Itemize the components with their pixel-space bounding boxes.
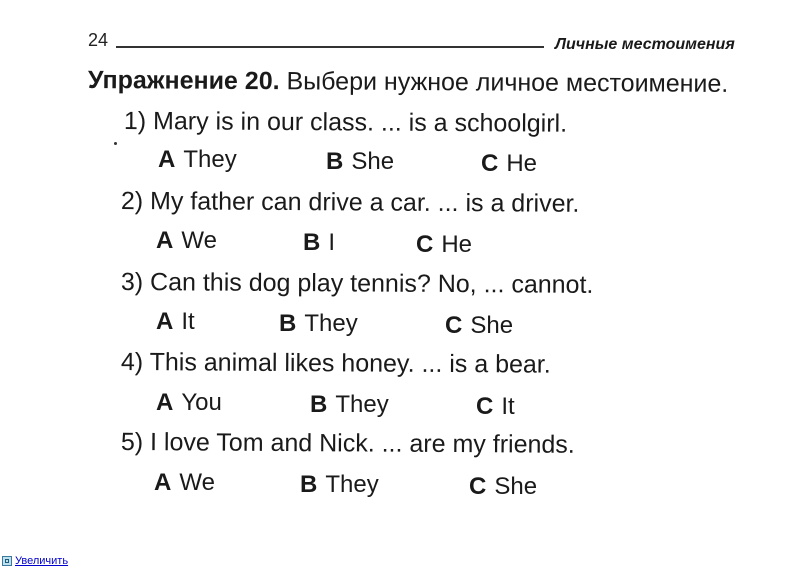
option-letter: C [469, 473, 487, 500]
option-text: You [181, 389, 222, 416]
option-3b [279, 310, 358, 338]
option-letter: A [154, 469, 172, 496]
option-text: We [181, 227, 217, 254]
option-text: He [506, 150, 538, 177]
option-5b [300, 471, 379, 499]
option-4a [156, 389, 222, 417]
option-text: She [470, 312, 514, 339]
option-2b [303, 229, 335, 257]
option-text: We [179, 469, 215, 496]
option-text: It [181, 308, 195, 335]
option-letter: A [156, 389, 174, 416]
section-title: Личные местоимения [555, 36, 735, 53]
option-letter: C [416, 231, 434, 258]
option-5c [469, 473, 537, 501]
option-letter: B [303, 229, 321, 256]
option-text: They [335, 391, 389, 418]
option-2a [156, 227, 217, 255]
option-text: She [494, 473, 538, 500]
option-1a [158, 146, 237, 174]
option-letter: C [476, 393, 494, 420]
zoom-icon[interactable] [2, 556, 12, 566]
option-text: He [441, 231, 473, 258]
question-5: 5) I love Tom and Nick. ... are my friends. [120, 428, 575, 459]
question-1: 1) Mary is in our class. ... is a schoolgirl. [123, 107, 568, 138]
option-text: It [501, 393, 515, 420]
page-number: 24 [88, 30, 109, 50]
option-2c [416, 231, 472, 259]
option-4c [476, 393, 515, 421]
option-text: I [328, 229, 336, 256]
option-letter: A [158, 146, 176, 173]
option-letter: A [156, 308, 174, 335]
option-3a [156, 308, 195, 336]
zoom-label[interactable]: Увеличить [15, 555, 69, 567]
option-text: They [304, 310, 358, 337]
option-text: They [325, 471, 379, 498]
option-letter: C [445, 312, 463, 339]
option-letter: B [310, 391, 328, 418]
option-3c [445, 312, 513, 340]
header-rule [116, 46, 544, 48]
option-text: She [351, 148, 395, 175]
option-1b [326, 148, 394, 176]
option-4b [310, 391, 389, 419]
exercise-label: Упражнение 20. [87, 66, 280, 96]
print-speck [114, 142, 117, 145]
option-letter: A [156, 227, 174, 254]
exercise-heading [88, 66, 729, 99]
option-text: They [183, 146, 237, 173]
option-letter: B [300, 471, 318, 498]
option-1c [481, 150, 537, 178]
option-letter: C [481, 150, 499, 177]
option-letter: B [279, 310, 297, 337]
option-letter: B [326, 148, 344, 175]
question-2: 2) My father can drive a car. ... is a driver. [120, 187, 580, 218]
zoom-link[interactable] [2, 554, 68, 568]
question-4: 4) This animal likes honey. ... is a bear. [120, 348, 551, 379]
question-3: 3) Can this dog play tennis? No, ... cannot. [120, 268, 594, 299]
exercise-instruction: Выбери нужное личное местоимение. [286, 67, 729, 98]
option-5a [154, 469, 215, 497]
